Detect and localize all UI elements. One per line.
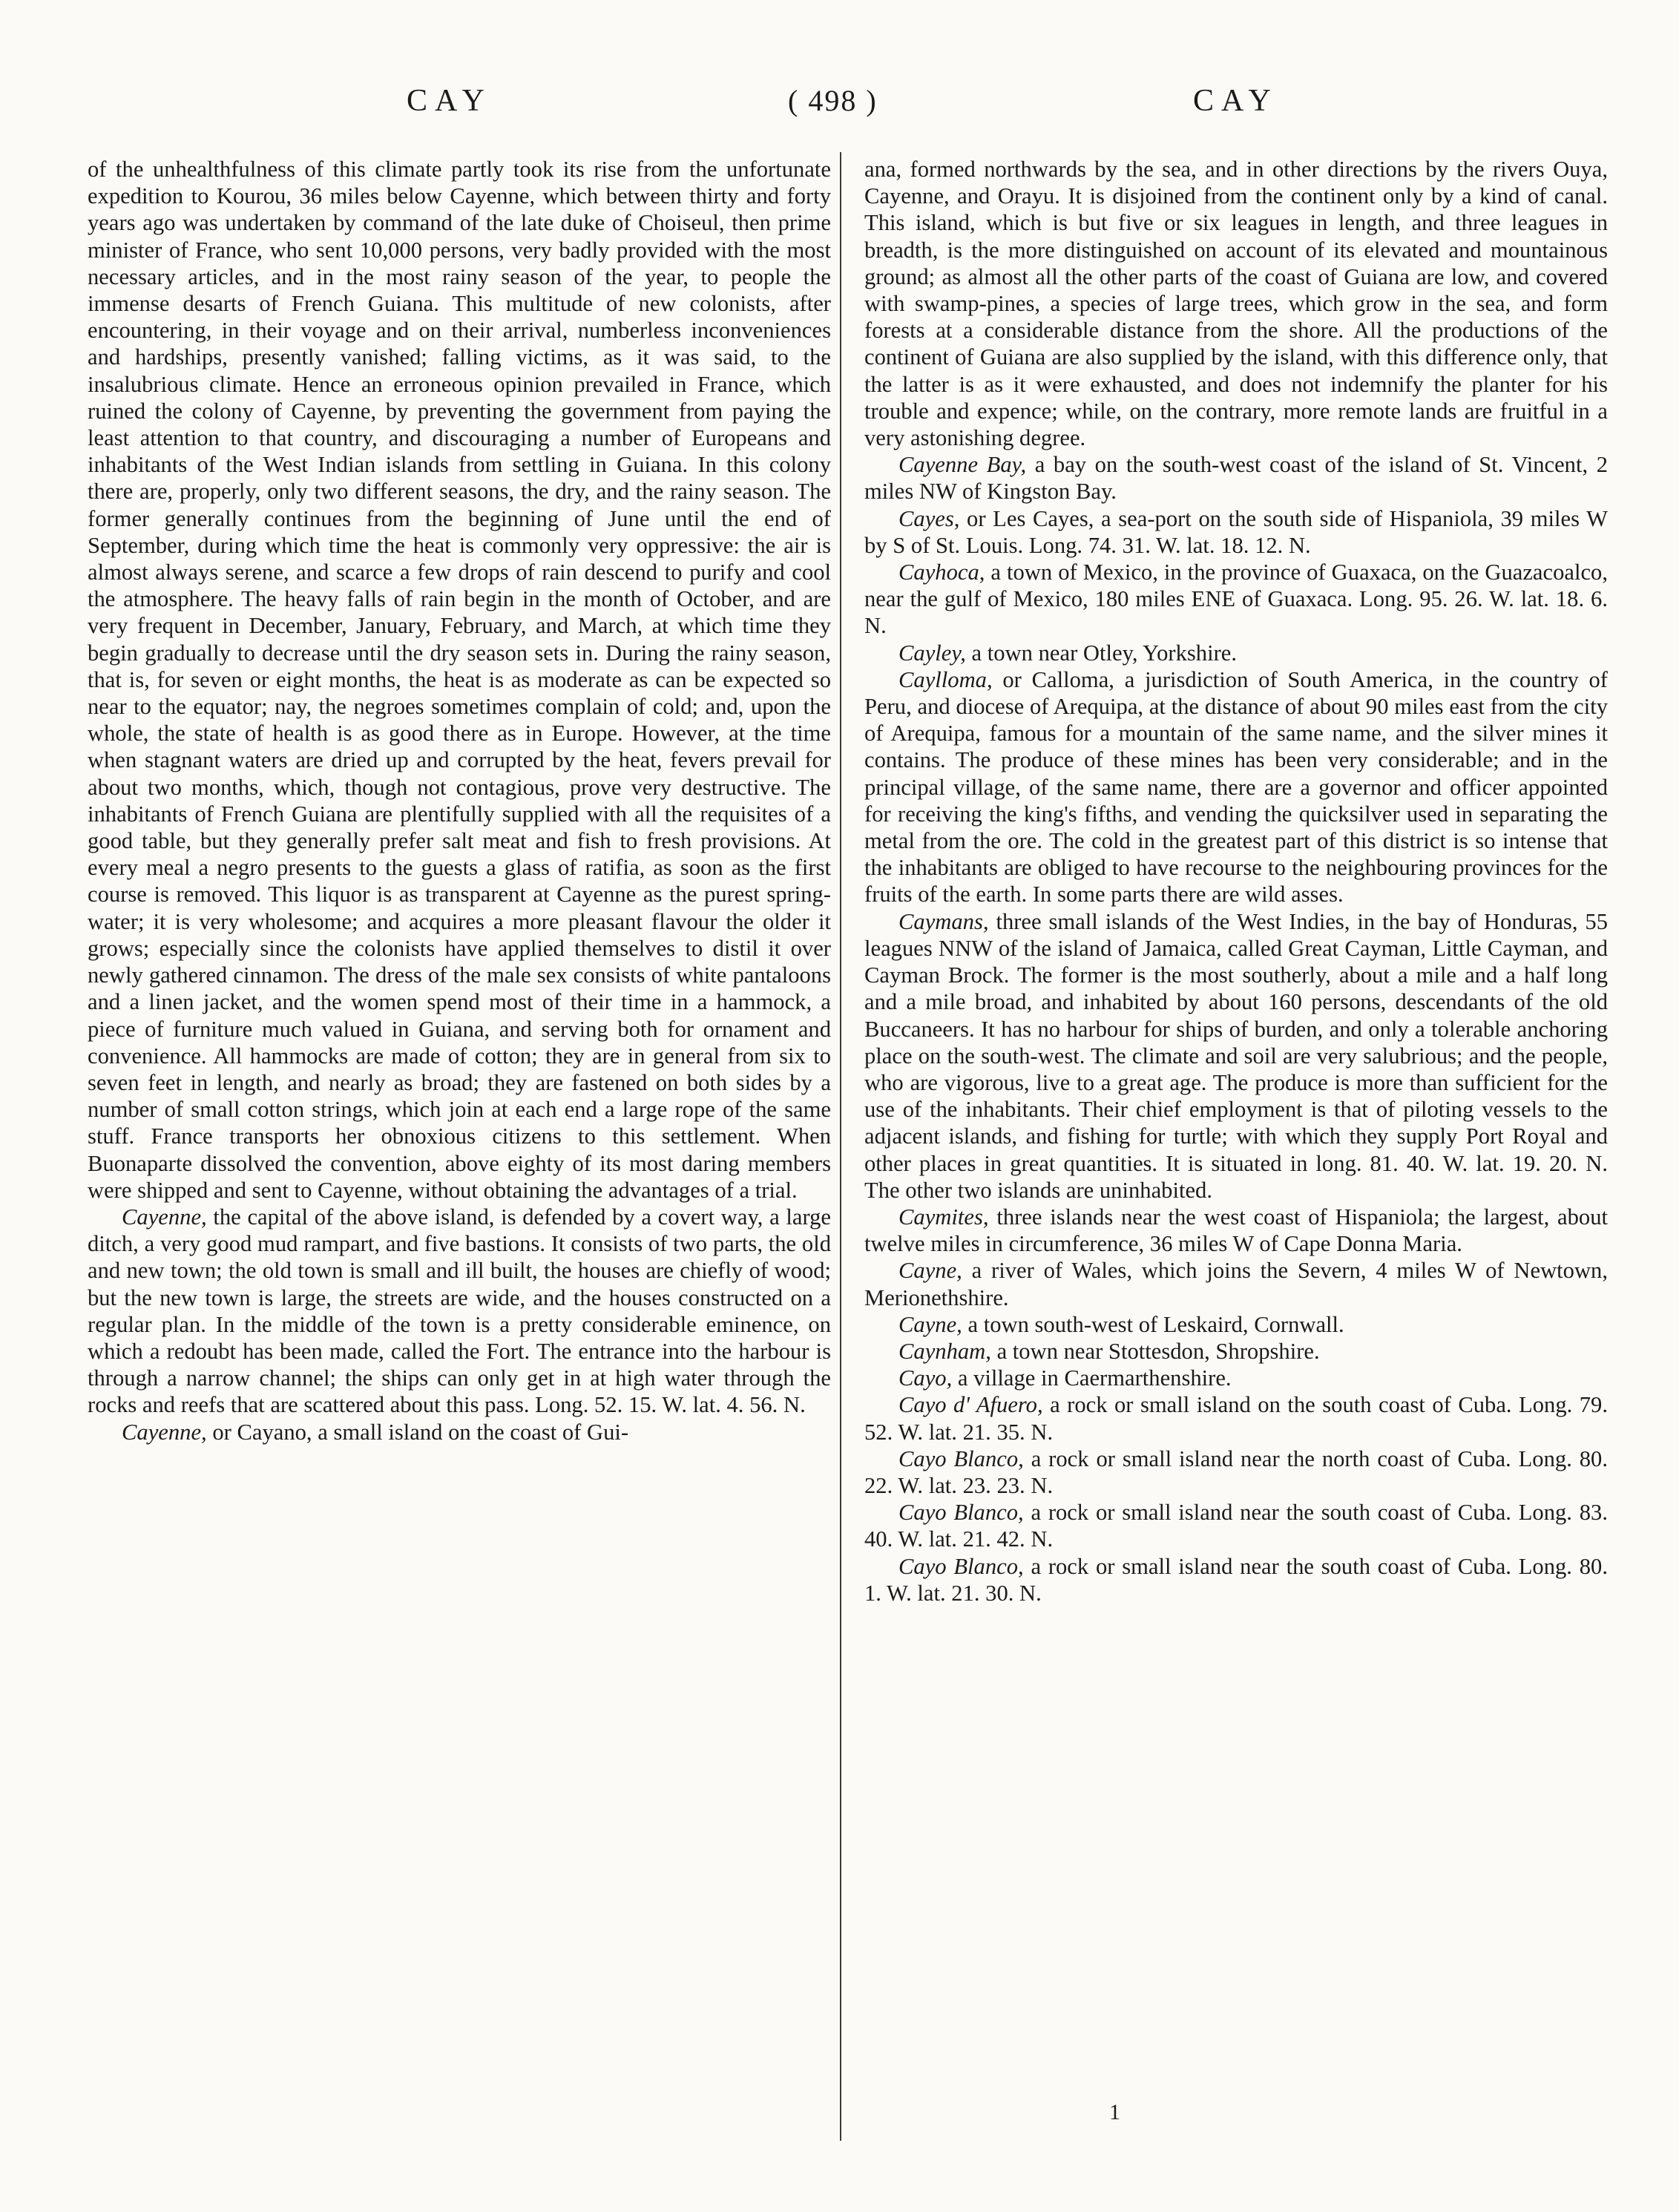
gazetteer-entry bbox=[864, 640, 1608, 666]
gazetteer-entry bbox=[864, 1204, 1608, 1257]
gazetteer-entry bbox=[864, 1499, 1608, 1552]
entry-text: a village in Caermarthenshire. bbox=[952, 1365, 1232, 1391]
continuation-paragraph: of the unhealthfulness of this climate partly took its rise from the unfortunate expedition to Kourou, 36 miles below Cayenne, which between thirty and forty years ago was undertaken by command of the late duke of Choiseul, then prime minister of France, who sent 10,000 persons, very badly provided with the most necessary articles, and in the most rainy season of the year, to people the immense desarts of French Guiana. This multitude of new colonists, after encountering, in their voyage and on their arrival, numberless inconveniences and hardships, presently vanished; falling victims, as it was said, to the insalubrious climate. Hence an erroneous opinion prevailed in France, which ruined the colony of Cayenne, by preventing the government from paying the least attention to that country, and discouraging a number of Europeans and inhabitants of the West Indian islands from settling in Guiana. In this colony there are, properly, only two different seasons, the dry, and the rainy season. The former generally continues from the beginning of June until the end of September, during which time the heat is commonly very oppressive: the air is almost always serene, and scarce a few drops of rain descend to purify and cool the atmosphere. The heavy falls of rain begin in the month of October, and are very frequent in December, January, February, and March, at which time they begin gradually to decrease until the dry season sets in. During the rainy season, that is, for seven or eight months, the heat is as moderate as can be expected so near to the equator; nay, the negroes sometimes complain of cold; and, upon the whole, the state of health is as good there as in Europe. However, at the time when stagnant waters are dried up and corrupted by the heat, fevers prevail for about two months, which, though not contagious, prove very destructive. The inhabitants of French Guiana are plentifully supplied with all the requisites of a good table, but they generally prefer salt meat and fish to fresh provisions. At every meal a negro presents to the guests a glass of ratifia, as soon as the first course is removed. This liquor is as transparent at Cayenne as the purest spring-water; it is very wholesome; and acquires a more pleasant flavour the older it grows; especially since the colonists have applied themselves to distil it over newly gathered cinnamon. The dress of the male sex consists of white pantaloons and a linen jacket, and the women spend most of their time in a hammock, a piece of furniture much valued in Guiana, and serving both for ornament and convenience. All hammocks are made of cotton; they are in general from six to seven feet in length, and nearly as broad; they are fastened on both sides by a number of small cotton strings, which join at each end a large rope of the same stuff. France transports her obnoxious citizens to this settlement. When Buonaparte dissolved the convention, above eighty of its most daring members were shipped and sent to Cayenne, without obtaining the advantages of a trial. bbox=[88, 157, 831, 1203]
entry-text: a rock or small island on the south coast of Cuba. Long. 79. 52. W. lat. 21. 35. N. bbox=[864, 1392, 1608, 1445]
gazetteer-entry bbox=[864, 1365, 1608, 1391]
entry-headword: Cayo Blanco, bbox=[898, 1553, 1024, 1579]
page-number: ( 498 ) bbox=[788, 84, 878, 117]
entry-headword: Cayne, bbox=[898, 1258, 962, 1284]
header-right: CAY bbox=[1193, 84, 1278, 118]
entry-text: a town of Mexico, in the province of Guaxaca, on the Guazacoalco, near the gulf of Mexico, 180 miles ENE of Guaxaca. Long. 95. 26. W. lat. 18. 6. N. bbox=[864, 559, 1608, 639]
running-header bbox=[0, 83, 1679, 128]
entry-headword: Cayenne, bbox=[122, 1419, 207, 1445]
entry-text: a rock or small island near the north coast of Cuba. Long. 80. 22. W. lat. 23. 23. N. bbox=[864, 1445, 1608, 1498]
gazetteer-entry bbox=[864, 505, 1608, 559]
gazetteer-entry bbox=[864, 908, 1608, 1204]
entry-text: the capital of the above island, is defended by a covert way, a large ditch, a very good mud rampart, and five bastions. It consists of two parts, the old and new town; the old town is small and ill built, the houses are chiefly of wood; but the new town is large, the streets are wide, and the houses constructed on a regular plan. In the middle of the town is a pretty considerable eminence, on which a redoubt has been made, called the Fort. The entrance into the harbour is through a narrow channel; the ships can only get in at high water through the rocks and reefs that are scattered about this pass. Long. 52. 15. W. lat. 4. 56. N. bbox=[88, 1204, 831, 1418]
entry-text: a town south-west of Leskaird, Cornwall. bbox=[962, 1311, 1344, 1337]
entry-text: or Calloma, a jurisdiction of South America, in the country of Peru, and diocese of Arequipa, at the distance of about 90 miles east from the city of Arequipa, famous for a mountain of the same name, and the silver mines it contains. The produce of these mines has been very considerable; and in the principal village, of the same name, there are a governor and officer appointed for receiving the king's fifths, and vending the quicksilver used in separating the metal from the ore. The cold in the greatest part of this district is so intense that the inhabitants are obliged to have recourse to the neighbouring provinces for the fruits of the earth. In some parts there are wild asses. bbox=[864, 666, 1608, 908]
gazetteer-entry bbox=[864, 1311, 1608, 1338]
entry-headword: Cayo d' Afuero, bbox=[898, 1392, 1043, 1418]
entry-headword: Cayenne Bay, bbox=[898, 452, 1027, 478]
entry-text: a bay on the south-west coast of the island of St. Vincent, 2 miles NW of Kingston Bay. bbox=[864, 452, 1608, 505]
entry-headword: Cayne, bbox=[898, 1311, 962, 1337]
entry-headword: Caynham, bbox=[898, 1338, 991, 1364]
gazetteer-entry bbox=[88, 1204, 831, 1419]
column-divider bbox=[840, 152, 841, 2141]
signature-mark: 1 bbox=[1109, 2100, 1120, 2124]
entry-headword: Cayo Blanco, bbox=[898, 1445, 1024, 1471]
entry-headword: Cayes, bbox=[898, 505, 960, 531]
entry-headword: Caylloma, bbox=[898, 666, 993, 692]
entry-headword: Cayenne, bbox=[122, 1204, 207, 1230]
gazetteer-entry bbox=[864, 1257, 1608, 1310]
entry-headword: Cayhoca, bbox=[898, 559, 985, 585]
header-left: CAY bbox=[407, 84, 492, 118]
entry-headword: Caymans, bbox=[898, 908, 989, 934]
gazetteer-entry bbox=[864, 666, 1608, 908]
entry-headword: Caymites, bbox=[898, 1204, 989, 1230]
entry-text: three islands near the west coast of Hispaniola; the largest, about twelve miles in circumference, 36 miles W of Cape Donna Maria. bbox=[864, 1204, 1608, 1257]
gazetteer-entry bbox=[864, 559, 1608, 640]
continuation-paragraph: ana, formed northwards by the sea, and in other directions by the rivers Ouya, Cayenne, and Orayu. It is disjoined from the continent only by a kind of canal. This island, which is but five or six leagues in length, and three leagues in breadth, is the more distinguished on account of its elevated and mountainous ground; as almost all the other parts of the coast of Guiana are low, and covered with swamp-pines, a species of large trees, which grow in the sea, and form forests at a considerable distance from the shore. All the productions of the continent of Guiana are also supplied by the island, with this difference only, that the latter is as it were exhausted, and does not indemnify the planter for his trouble and expence; while, on the contrary, more remote lands are fruitful in a very astonishing degree. bbox=[864, 157, 1608, 451]
entry-text: a rock or small island near the south coast of Cuba. Long. 80. 1. W. lat. 21. 30. N. bbox=[864, 1553, 1608, 1606]
gazetteer-entry bbox=[88, 1419, 831, 1445]
right-column bbox=[864, 156, 1608, 1607]
gazetteer-entry bbox=[864, 1338, 1608, 1365]
entry-text: a town near Stottesdon, Shropshire. bbox=[990, 1338, 1320, 1364]
entry-text: a river of Wales, which joins the Severn, 4 miles W of Newtown, Merionethshire. bbox=[864, 1258, 1608, 1310]
entry-headword: Cayo, bbox=[898, 1365, 953, 1391]
gazetteer-entry bbox=[864, 451, 1608, 505]
entry-headword: Cayo Blanco, bbox=[898, 1500, 1024, 1526]
entry-text: or Cayano, a small island on the coast of Gui- bbox=[206, 1419, 629, 1445]
entry-text: three small islands of the West Indies, in the bay of Honduras, 55 leagues NNW of the island of Jamaica, called Great Cayman, Little Cayman, and Cayman Brock. The former is the most southerly, about a mile and a half long and a mile broad, and inhabited by about 160 persons, descendants of the old Buccaneers. It has no harbour for ships of burden, and only a tolerable anchoring place on the south-west. The climate and soil are very salubrious; and the people, who are vigorous, live to a great age. The produce is more than sufficient for the use of the inhabitants. Their chief employment is that of piloting vessels to the adjacent islands, and fishing for turtle; with which they supply Port Royal and other places in great quantities. It is situated in long. 81. 40. W. lat. 19. 20. N. The other two islands are uninhabited. bbox=[864, 908, 1608, 1203]
entry-text: a rock or small island near the south coast of Cuba. Long. 83. 40. W. lat. 21. 42. N. bbox=[864, 1500, 1608, 1552]
entry-text: a town near Otley, Yorkshire. bbox=[965, 640, 1237, 666]
gazetteer-entry bbox=[864, 1391, 1608, 1445]
gazetteer-entry bbox=[864, 1445, 1608, 1499]
entry-text: or Les Cayes, a sea-port on the south side of Hispaniola, 39 miles W by S of St. Louis. Long. 74. 31. W. lat. 18. 12. N. bbox=[864, 505, 1608, 558]
entry-headword: Cayley, bbox=[898, 640, 966, 666]
gazetteer-entry bbox=[864, 1553, 1608, 1607]
left-column bbox=[88, 156, 831, 1445]
